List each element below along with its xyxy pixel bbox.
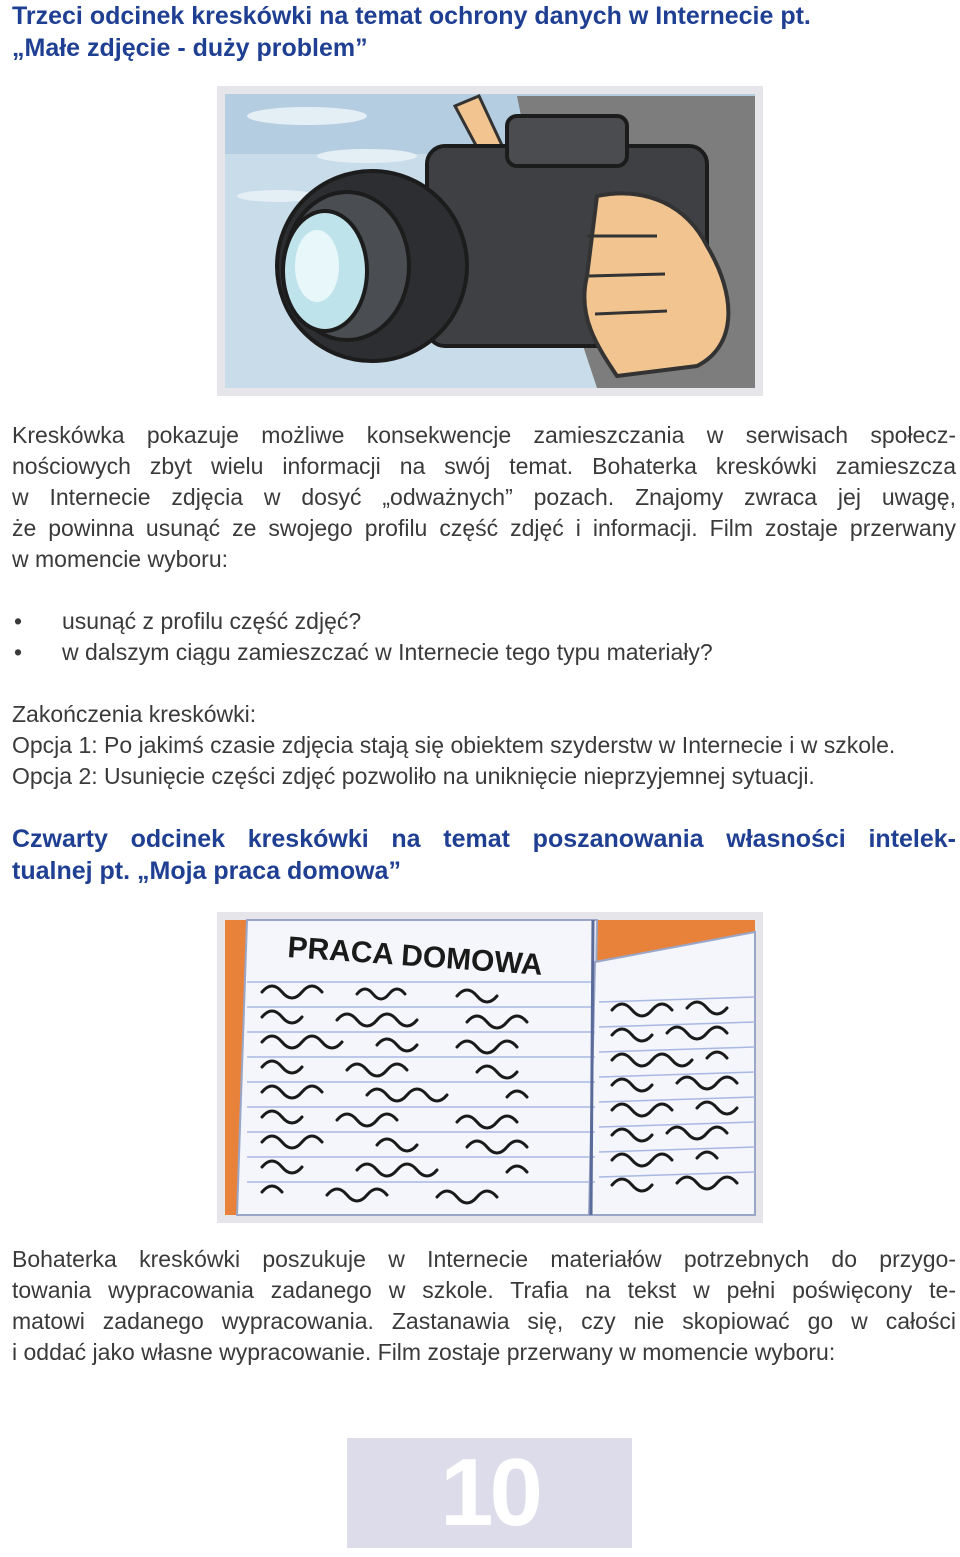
endings-block <box>12 699 956 792</box>
option-2-text: Opcja 2: Usunięcie części zdjęć pozwoliło na uniknięcie nieprzyjemnej sytuacji. <box>12 763 815 789</box>
camera-illustration <box>217 86 763 396</box>
section-3-text-line: w momencie wyboru: <box>12 546 229 572</box>
section-4-text-line: matowi zadanego wypracowania. Zastanawia się, czy nie skopiować go w całości <box>12 1308 956 1334</box>
section-3-text-line: nościowych zbyt wielu informacji na swój temat. Bohaterka kreskówki zamieszcza <box>12 453 956 479</box>
section-3-heading-line-2: „Małe zdjęcie - duży problem” <box>12 34 368 62</box>
page-number-box <box>347 1438 632 1548</box>
notebook-drawing <box>217 912 763 1223</box>
section-3-text-line: w Internecie zdjęcia w dosyć „odważnych” pozach. Znajomy zwraca jej uwagę, <box>12 484 956 510</box>
choice-list <box>12 606 956 668</box>
section-3-description <box>12 420 956 575</box>
section-3-heading-line-1: Trzeci odcinek kreskówki na temat ochrony danych w Internecie pt. <box>12 2 811 30</box>
list-item <box>12 637 956 668</box>
notebook-illustration <box>217 912 763 1223</box>
endings-label: Zakończenia kreskówki: <box>12 701 257 727</box>
section-4-text-line: i oddać jako własne wypracowanie. Film zostaje przerwany w momencie wyboru: <box>12 1339 836 1365</box>
section-3-text-line: że powinna usunąć ze swojego profilu część zdjęć i informacji. Film zostaje przerwany <box>12 515 956 541</box>
list-item-text: usunąć z profilu część zdjęć? <box>62 608 362 634</box>
bullet-icon: • <box>14 608 23 634</box>
section-3-heading <box>12 0 956 64</box>
section-4-heading-line-1: Czwarty odcinek kreskówki na temat poszanowania własności intelek- <box>12 825 956 853</box>
option-1-text: Opcja 1: Po jakimś czasie zdjęcia stają się obiektem szyderstw w Internecie i w szkole. <box>12 732 896 758</box>
camera-drawing <box>217 86 763 396</box>
page-number: 10 <box>440 1439 539 1546</box>
bullet-icon: • <box>14 639 23 665</box>
section-4-text-line: Bohaterka kreskówki poszukuje w Internecie materiałów potrzebnych do przygo- <box>12 1246 956 1272</box>
section-4-heading-line-2: tualnej pt. „Moja praca domowa” <box>12 857 401 885</box>
list-item-text: w dalszym ciągu zamieszczać w Internecie tego typu materiały? <box>62 639 713 665</box>
section-4-text-line: towania wypracowania zadanego w szkole. Trafia na tekst w pełni poświęcony te- <box>12 1277 956 1303</box>
notebook-title: PRACA DOMOWA <box>286 931 544 982</box>
section-4-description <box>12 1244 956 1368</box>
list-item <box>12 606 956 637</box>
section-3-text-line: Kreskówka pokazuje możliwe konsekwencje zamieszczania w serwisach społecz- <box>12 422 956 448</box>
section-4-heading <box>12 823 956 887</box>
